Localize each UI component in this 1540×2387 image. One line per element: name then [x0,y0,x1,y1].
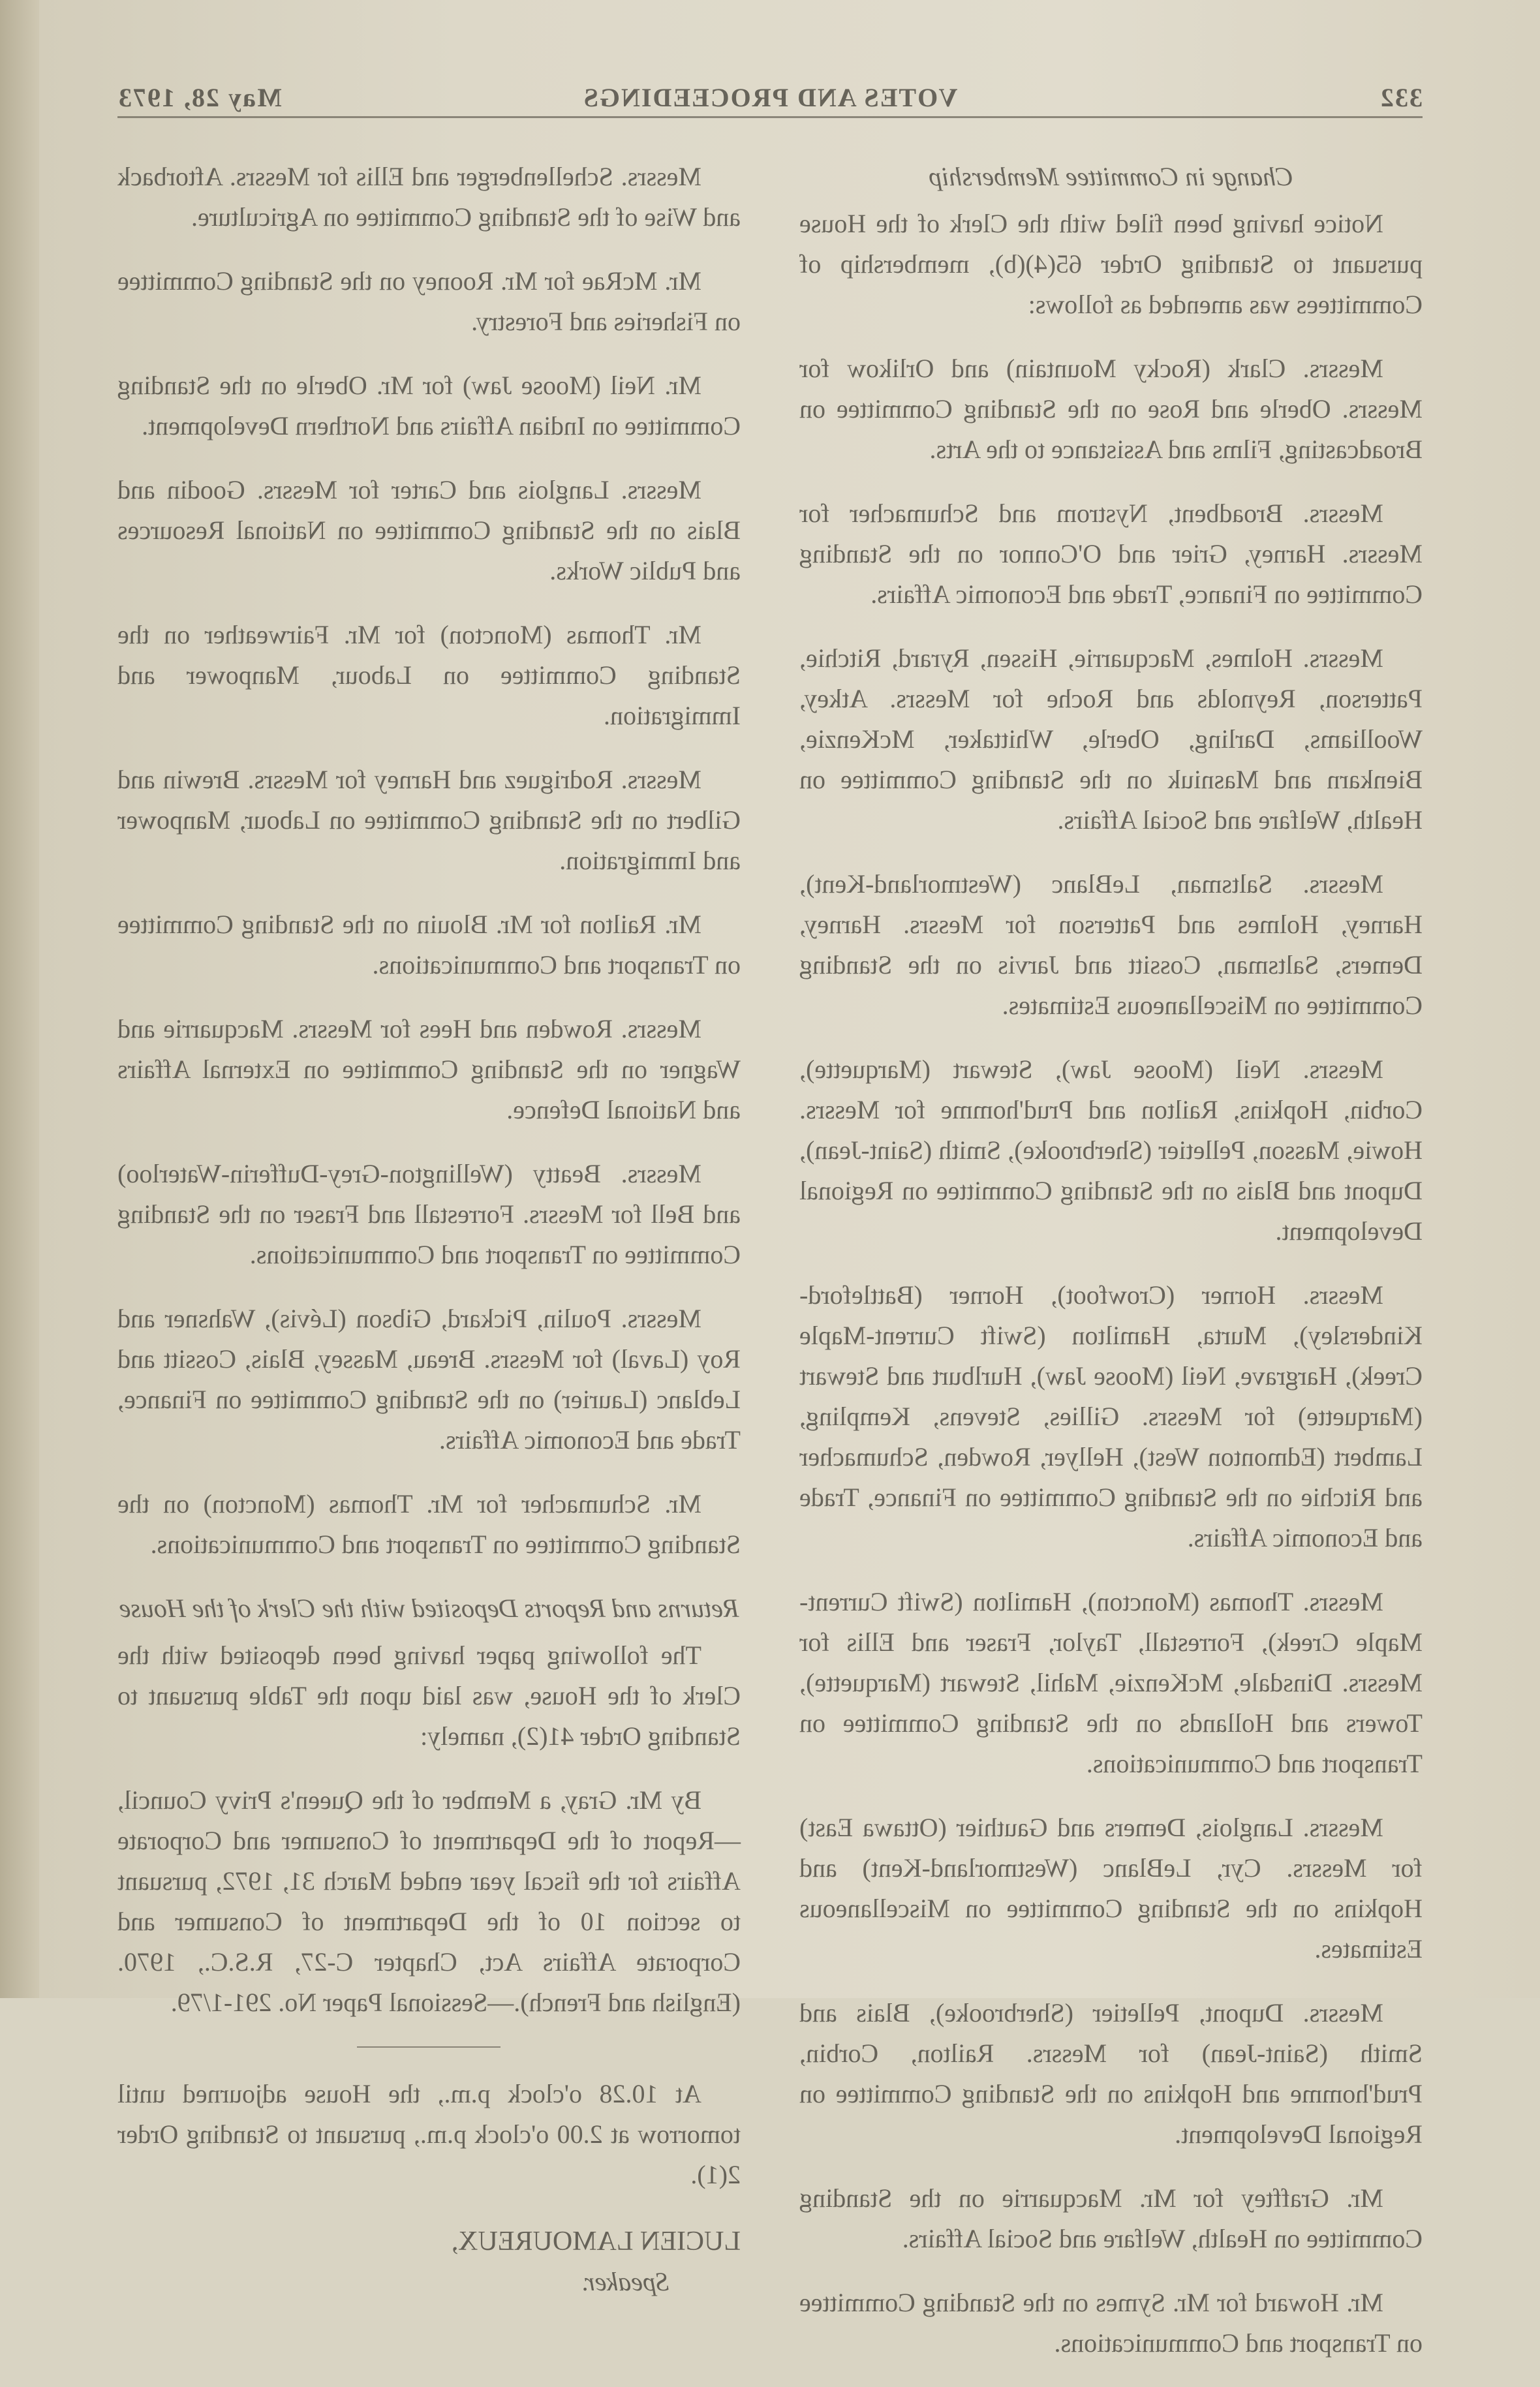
paragraph: Messrs. Clark (Rocky Mountain) and Orlikow for Messrs. Oberle and Rose on the Standing Committee on Broadcasting, Films and Assistance to the Arts. [799,354,1423,464]
paragraph: Messrs. Schellenberger and Ellis for Messrs. Aftorback and Wise of the Standing Committee on Agriculture. [117,162,741,232]
paragraph: Messrs. Langlois, Demers and Gauthier (Ottawa East) for Messrs. Cyr, LeBlanc (Westmorland-Kent) and Hopkins on the Standing Committee on Miscellaneous Estimates. [799,1813,1423,1964]
paragraph: Mr. Neil (Moose Jaw) for Mr. Oberle on the Standing Committee on Indian Affairs and Northern Development. [117,371,741,440]
paragraph: By Mr. Gray, a Member of the Queen's Privy Council,—Report of the Department of Consumer and Corporate Affairs for the fiscal year ended March 31, 1972, pursuant to section 10 of the Department of Consumer and Corporate Affairs Act, Chapter C-27, R.S.C., 1970. (English and French).—Sessional Paper No. 291-1/79. [117,1785,741,2017]
paragraph: Mr. Howard for Mr. Symes on the Standing Committee on Transport and Communications. [799,2288,1423,2358]
paragraph: Messrs. Beatty (Wellington-Grey-Dufferin-Waterloo) and Bell for Messrs. Forrestall and Fraser on the Standing Committee on Transport and Communications. [117,1159,741,1269]
running-header [117,77,1423,118]
left-column [799,157,1423,2387]
paragraph: Messrs. Rodriguez and Harney for Messrs. Brewin and Gilbert on the Standing Committee on Labour, Manpower and Immigration. [117,765,741,875]
paragraph: Mr. Thomas (Moncton) for Mr. Fairweather on the Standing Committee on Labour, Manpower and Immigration. [117,620,741,730]
paragraph: Mr. Schumacher for Mr. Thomas (Moncton) on the Standing Committee on Transport and Communications. [117,1489,741,1559]
paragraph: Messrs. Langlois and Carter for Messrs. Goodin and Blais on the Standing Committee on National Resources and Public Works. [117,475,741,585]
paragraph: Messrs. Rowden and Hees for Messrs. Macquarrie and Wagner on the Standing Committee on External Affairs and National Defence. [117,1014,741,1124]
speaker-name: LUCIEN LAMOUREUX, [451,2226,741,2256]
page-number: 332 [1379,83,1423,112]
paragraph: Messrs. Poulin, Pickard, Gibson (Lévis), Wahsner and Roy (Laval) for Messrs. Breau, Massey, Blais, Cossitt and Leblanc (Laurier) on the Standing Committee on Finance, Trade and Economic Affairs. [117,1304,741,1455]
paragraph: Mr. Grafftey for Mr. Macquarrie on the Standing Committee on Health, Welfare and Social Affairs. [799,2183,1423,2253]
header-date: May 28, 1973 [117,83,282,112]
section-heading-committee-membership: Change in Committee Membership [929,162,1293,191]
paragraph: The following paper having been deposited with the Clerk of the House, was laid upon the Table pursuant to Standing Order 41(2), namely: [117,1640,741,1751]
paragraph: Messrs. Thomas (Moncton), Hamilton (Swift Current-Maple Creek), Forrestall, Taylor, Fraser and Ellis for Messrs. Dinsdale, McKenzie, Mahil, Stewart (Marquette), Towers and Hollands on the Standing Committee on Transport and Communications. [799,1587,1423,1778]
paragraph: Notice having been filed with the Clerk of the House pursuant to Standing Order 65(4)(b), membership of Committees was amended as follows: [799,209,1423,319]
paragraph: Mr. McRae for Mr. Rooney on the Standing Committee on Fisheries and Forestry. [117,266,741,336]
paragraph: Messrs. Saltsman, LeBlanc (Westmorland-Kent), Harney, Holmes and Patterson for Messrs. Harney, Demers, Saltsman, Cossitt and Jarvis on the Standing Committee on Miscellaneous Estimates. [799,869,1423,1020]
right-column [117,157,741,2302]
speaker-title: Speaker. [581,2267,669,2296]
paragraph: Mr. Railton for Mr. Blouin on the Standing Committee on Transport and Communications. [117,910,741,979]
paragraph: Messrs. Dupont, Pelletier (Sherbrooke), Blais and Smith (Saint-Jean) for Messrs. Railton, Corbin, Prud'homme and Hopkins on the Standing Committee on Regional Development. [799,1998,1423,2149]
paragraph: Messrs. Holmes, Macquarrie, Hissen, Ryrard, Ritchie, Patterson, Reynolds and Roche for Messrs. Atkey, Woolliams, Darling, Oberle, Whittaker, McKenzie, Bienkarn and Masniuk on the Standing Committee on Health, Welfare and Social Affairs. [799,643,1423,835]
section-heading-returns: Returns and Reports Deposited with the Clerk of the House [119,1594,739,1623]
paragraph: Messrs. Neil (Moose Jaw), Stewart (Marquette), Corbin, Hopkins, Railton and Prud'homme for Messrs. Howie, Masson, Pelletier (Sherbrooke), Smith (Saint-Jean), Dupont and Blais on the Standing Committee on Regional Development. [799,1055,1423,1246]
header-title: VOTES AND PROCEEDINGS [582,83,958,112]
signature-block [117,2221,741,2302]
section-divider [358,2046,501,2048]
paragraph: Messrs. Broadbent, Nystrom and Schumacher for Messrs. Harney, Grier and O'Connor on the Standing Committee on Finance, Trade and Economic Affairs. [799,499,1423,609]
adjournment-paragraph: At 10.28 o'clock p.m., the House adjourned until tomorrow at 2.00 o'clock p.m., pursuant to Standing Order 2(1). [117,2079,741,2189]
paragraph: Messrs. Horner (Crowfoot), Horner (Battleford-Kindersley), Murta, Hamilton (Swift Current-Maple Creek), Hargrave, Neil (Moose Jaw), Hurlburt and Stewart (Marquette) for Messrs. Gillies, Stevens, Kempling, Lambert (Edmonton West), Hellyer, Rowden, Schumacher and Ritchie on the Standing Committee on Finance, Trade and Economic Affairs. [799,1280,1423,1552]
